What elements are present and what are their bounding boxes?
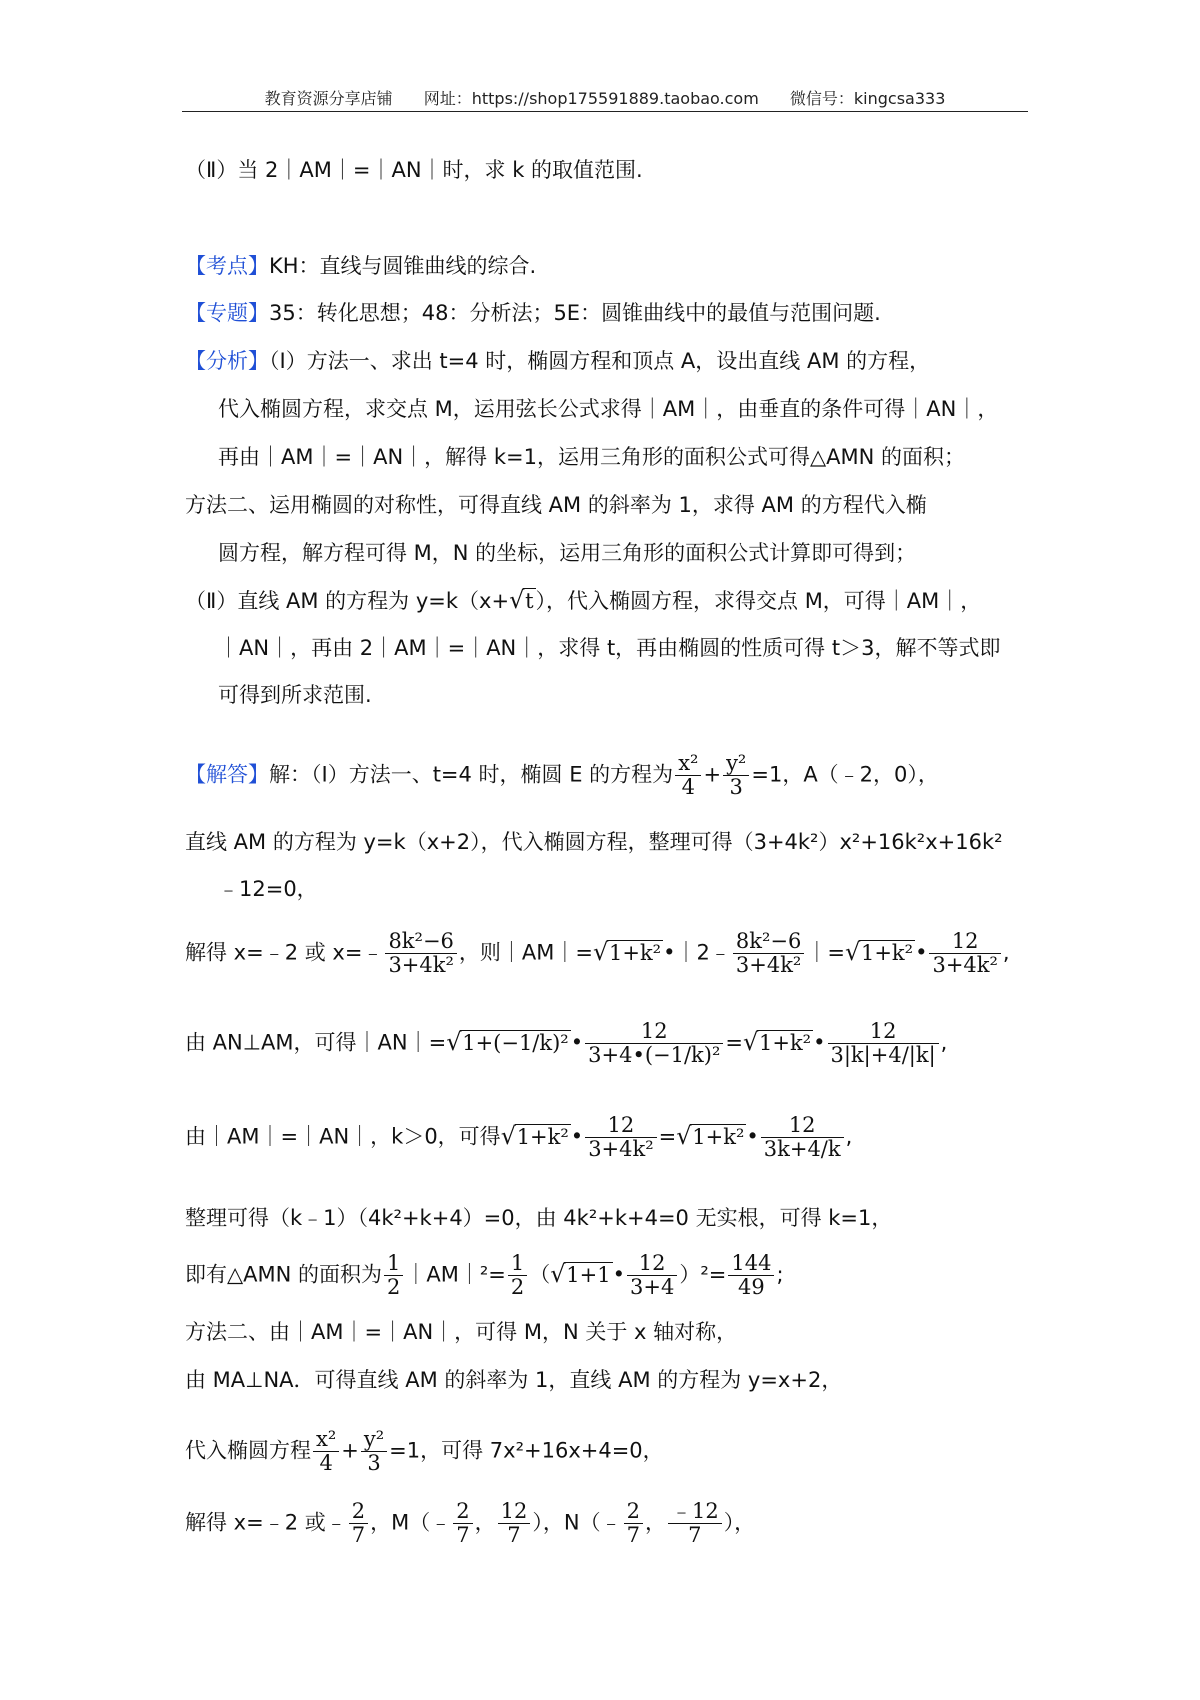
sqrt [595,940,663,966]
solution-line-4: 解得 x=﹣2 或 x=﹣ $\frac{\text{8k²−6}}{\text{3+4k²}}$ ，则｜AM｜=√ 1+k²•｜2﹣ $\frac{\text{8k²−6}}{\text{3+4k²}}$ ｜=√ 1+k²• $\frac{12}{\text{3+4k²}}$ , [185,930,1010,977]
fraction [929,930,1000,977]
fenxi-line-4: 方法二、运用椭圆的对称性，可得直线 AM 的斜率为 1，求得 AM 的方程代入椭 [185,493,927,517]
solution-line-5: 由 AN⊥AM，可得｜AN｜=√ 1+(−1/k)²• $\frac{12}{\text{3+4•(−1/k)²}}$ =√ 1+k²• $\frac{12}{3|k|+4/|k|}$ , [185,1020,947,1067]
fenxi-tag: 【分析】 [185,349,269,373]
sqrt [847,940,915,966]
fraction [361,1428,387,1475]
sqrt [448,1030,571,1056]
header-rule [182,111,1028,112]
numerator: 12 [498,1500,531,1524]
numerator: 12 [585,1020,723,1044]
numerator: y² [723,752,749,776]
fenxi-line-5: 圆方程，解方程可得 M，N 的坐标，运用三角形的面积公式计算即可得到； [218,541,917,565]
text: =1，可得 7x²+16x+4=0， [389,1438,664,1463]
fenxi-line-7: ｜AN｜，再由 2｜AM｜=｜AN｜，求得 t，再由椭圆的性质可得 t＞3，解不等式即 [218,636,1001,660]
sqrt-arg: 1+k² [860,940,914,965]
solution-line-11: 代入椭圆方程 $\frac{\text{x²}}{4}$ + $\frac{\text{y²}}{3}$ =1，可得 7x²+16x+4=0， [185,1427,664,1476]
fraction [761,1114,844,1161]
fraction [723,752,749,799]
sqrt-arg: 1+k² [692,1124,745,1149]
numerator: 2 [349,1500,368,1524]
numerator: x² [675,752,701,776]
solution-line-2: 直线 AM 的方程为 y=k（x+2），代入椭圆方程，整理可得（3+4k²）x²+16k²x+16k² [185,830,1003,854]
sqrt [552,1262,612,1288]
fenxi-line-6 [185,588,981,614]
numerator: 12 [585,1114,656,1138]
fraction [508,1252,527,1299]
denominator: 3+4k² [388,953,454,978]
fraction [453,1500,472,1547]
fraction [498,1500,531,1547]
text: 解得 x=﹣2 或 x=﹣ [185,940,384,965]
sqrt-arg: 1+1 [566,1262,611,1287]
fenxi-line-3: 再由｜AM｜=｜AN｜，解得 k=1，运用三角形的面积公式可得△AMN 的面积； [218,445,965,469]
fenxi-text: （Ⅰ）方法一、求出 t=4 时，椭圆方程和顶点 A，设出直线 AM 的方程， [269,349,931,373]
fraction [585,1020,723,1067]
numerator: 12 [627,1252,677,1276]
denominator: 3|k|+4/|k| [830,1043,936,1068]
sqrt-arg: 1+(−1/k)² [462,1030,569,1055]
fraction [668,1500,722,1547]
numerator: 8k²−6 [733,930,804,954]
denominator: 3+4 [630,1275,675,1300]
numerator: 12 [828,1020,939,1044]
text: 解得 x=﹣2 或﹣ [185,1510,347,1535]
zhuanti-text: 35：转化思想；48：分析法；5E：圆锥曲线中的最值与范围问题. [269,301,881,325]
numerator: x² [313,1428,339,1452]
denominator: 3 [367,1451,381,1476]
numerator: 1 [508,1252,527,1276]
numerator: 12 [761,1114,844,1138]
fraction [627,1252,677,1299]
denominator: 3 [729,775,743,800]
text: 解：（Ⅰ）方法一、t=4 时，椭圆 E 的方程为 [269,762,674,787]
denominator: 7 [456,1523,470,1548]
header-site: 网址：https://shop175591889.taobao.com [423,89,759,108]
numerator: 2 [624,1500,643,1524]
denominator: 3k+4/k [763,1137,841,1162]
denominator: 7 [626,1523,640,1548]
fraction [384,1252,403,1299]
numerator: 1 [384,1252,403,1276]
sqrt [503,1124,571,1150]
sqrt-arg: 1+k² [759,1030,812,1055]
solution-line-3: ﹣12=0， [218,877,318,901]
solution-line-12: 解得 x=﹣2 或﹣ $\frac{2}{7}$ ，M（﹣ $\frac{2}{7}$ ， $\frac{12}{7}$ ），N（﹣ $\frac{2}{7}$ ， $\frac{﹣12}{7}$ ）， [185,1499,756,1548]
sqrt [678,1124,746,1150]
page-header [182,86,1028,109]
text: ｜= [806,940,845,965]
jieda-line: 【解答】解：（Ⅰ）方法一、t=4 时，椭圆 E 的方程为 $\frac{\text{x²}}{4}$ + $\frac{\text{y²}}{3}$ =1，A（﹣2，0）， [185,751,939,800]
fraction [313,1428,339,1475]
text: ²= [700,1262,727,1287]
solution-line-7: 整理可得（k﹣1）（4k²+k+4）=0，由 4k²+k+4=0 无实根，可得 k=1， [185,1206,893,1230]
text: 代入椭圆方程 [185,1438,311,1463]
sqrt-arg: 1+k² [516,1124,569,1149]
numerator: 144 [728,1252,774,1276]
denominator: 4 [319,1451,333,1476]
text: 由 AN⊥AM，可得｜AN｜= [185,1030,447,1055]
denominator: 2 [510,1275,525,1300]
text: ，M（﹣ [370,1510,452,1535]
denominator: 3+4k² [932,953,998,978]
numerator: ﹣12 [668,1500,722,1524]
fraction [728,1252,774,1299]
kaodian-tag: 【考点】 [185,254,269,278]
solution-line-9: 方法二、由｜AM｜=｜AN｜，可得 M，N 关于 x 轴对称， [185,1320,738,1344]
denominator: 2 [387,1275,401,1300]
fraction [585,1114,656,1161]
text: （Ⅱ）直线 AM 的方程为 y=k（x+ [185,589,510,613]
numerator: 8k²−6 [385,930,456,954]
solution-line-10: 由 MA⊥NA．可得直线 AM 的斜率为 1，直线 AM 的方程为 y=x+2， [185,1368,843,1392]
fraction [828,1020,939,1067]
denominator: 49 [738,1275,765,1300]
question-part-2: （Ⅱ）当 2｜AM｜=｜AN｜时，求 k 的取值范围. [185,158,643,182]
text: ，则｜AM｜= [458,940,593,965]
text: ）， [723,1510,756,1535]
solution-line-6: 由｜AM｜=｜AN｜，k＞0，可得√ 1+k²• $\frac{12}{\text{3+4k²}}$ =√ 1+k²• $\frac{12}{3k+4/k}$ , [185,1114,852,1161]
text: =1，A（﹣2，0）， [751,762,939,787]
header-wechat: 微信号：kingcsa333 [789,89,946,108]
text: 由｜AM｜=｜AN｜，k＞0，可得 [185,1124,501,1149]
text: ｜AM｜²= [405,1262,506,1287]
denominator: 3+4•(−1/k)² [588,1043,721,1068]
text: 即有△AMN 的面积为 [185,1262,383,1287]
denominator: 7 [351,1523,366,1548]
sqrt-arg: 1+k² [609,940,662,965]
fraction [624,1500,643,1547]
kaodian-line [185,254,536,279]
zhuanti-tag: 【专题】 [185,301,269,325]
zhuanti-line [185,301,881,326]
denominator: 7 [688,1523,702,1548]
text: ｜2﹣ [675,940,731,965]
denominator: 3+4k² [735,953,802,978]
fraction [675,752,701,799]
kaodian-text: KH：直线与圆锥曲线的综合. [269,254,537,278]
fenxi-line [185,349,930,374]
fenxi-line-2: 代入椭圆方程，求交点 M，运用弦长公式求得｜AM｜，由垂直的条件可得｜AN｜， [218,397,999,421]
denominator: 3+4k² [588,1137,654,1162]
numerator: 12 [929,930,1000,954]
jieda-tag: 【解答】 [185,762,269,787]
fenxi-line-8: 可得到所求范围. [218,683,372,707]
solution-line-8: 即有△AMN 的面积为 $\frac{1}{2}$ ｜AM｜²= $\frac{1}{2}$ （√ 1+1• $\frac{12}{3+4}$ ）²= $\frac{144}{49}$ ; [185,1252,784,1299]
text: ），代入椭圆方程，求得交点 M，可得｜AM｜， [535,589,982,613]
text: ），N（﹣ [532,1510,622,1535]
sqrt [745,1030,813,1056]
numerator: y² [361,1428,387,1452]
header-shop: 教育资源分享店铺 [264,89,393,108]
fraction [349,1500,368,1547]
numerator: 2 [453,1500,472,1524]
denominator: 4 [681,775,695,800]
sqrt-t [511,588,535,614]
sqrt-arg: t [525,589,534,613]
denominator: 7 [507,1523,521,1548]
fraction [385,930,456,977]
fraction [733,930,804,977]
